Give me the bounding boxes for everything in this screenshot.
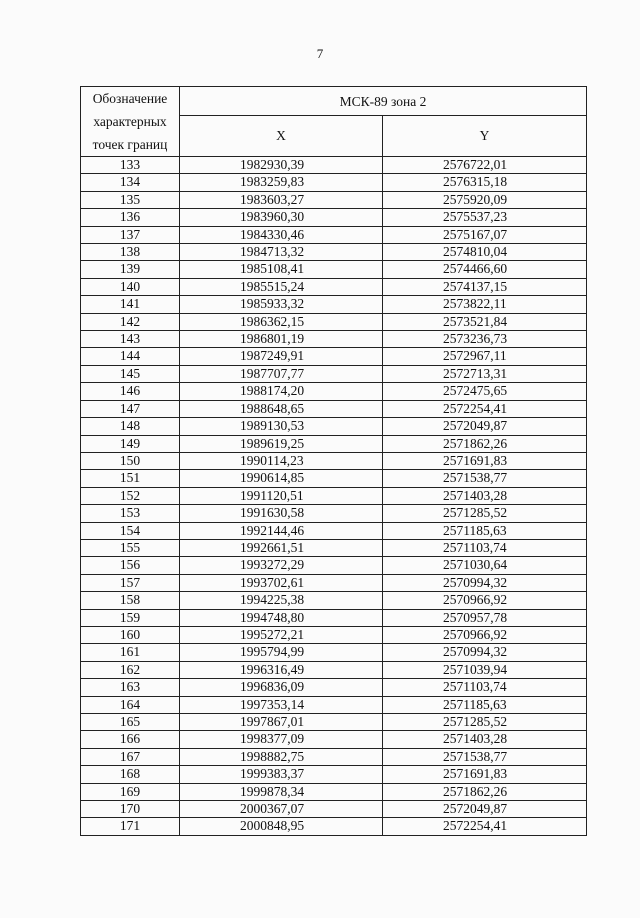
table-row [81,418,587,435]
table-row [81,365,587,382]
x-coordinate-cell: 2000848,95 [180,818,383,835]
y-coordinate-cell: 2573236,73 [383,331,587,348]
point-id-cell: 158 [81,592,180,609]
table-row [81,661,587,678]
table-row [81,313,587,330]
point-id-cell: 148 [81,418,180,435]
x-coordinate-cell: 1995272,21 [180,626,383,643]
point-id-cell: 140 [81,278,180,295]
table-row [81,226,587,243]
table-row [81,435,587,452]
point-id-cell: 146 [81,383,180,400]
table-row [81,487,587,504]
y-coordinate-cell: 2574466,60 [383,261,587,278]
x-coordinate-cell: 1985933,32 [180,296,383,313]
x-coordinate-cell: 1986801,19 [180,331,383,348]
point-id-cell: 154 [81,522,180,539]
x-coordinate-cell: 1997867,01 [180,714,383,731]
x-column-header: X [180,116,383,157]
y-coordinate-cell: 2572713,31 [383,365,587,382]
point-id-cell: 156 [81,557,180,574]
y-coordinate-cell: 2575537,23 [383,209,587,226]
table-row [81,400,587,417]
y-coordinate-cell: 2572475,65 [383,383,587,400]
x-coordinate-cell: 1987249,91 [180,348,383,365]
x-coordinate-cell: 1988174,20 [180,383,383,400]
y-coordinate-cell: 2571030,64 [383,557,587,574]
y-coordinate-cell: 2572254,41 [383,818,587,835]
x-coordinate-cell: 1991630,58 [180,505,383,522]
table-row [81,244,587,261]
table-row [81,626,587,643]
point-id-cell: 136 [81,209,180,226]
table-body [81,157,587,836]
table-row [81,470,587,487]
y-coordinate-cell: 2571691,83 [383,452,587,469]
point-id-cell: 159 [81,609,180,626]
y-coordinate-cell: 2573822,11 [383,296,587,313]
point-id-cell: 153 [81,505,180,522]
y-coordinate-cell: 2571103,74 [383,679,587,696]
table-row [81,522,587,539]
x-coordinate-cell: 1989619,25 [180,435,383,452]
x-coordinate-cell: 1996316,49 [180,661,383,678]
x-coordinate-cell: 1986362,15 [180,313,383,330]
point-id-cell: 137 [81,226,180,243]
x-coordinate-cell: 1993702,61 [180,574,383,591]
table-row [81,539,587,556]
table-row [81,348,587,365]
y-coordinate-cell: 2572967,11 [383,348,587,365]
table-row [81,331,587,348]
x-coordinate-cell: 1983259,83 [180,174,383,191]
x-coordinate-cell: 1994748,80 [180,609,383,626]
x-coordinate-cell: 1983960,30 [180,209,383,226]
point-id-cell: 163 [81,679,180,696]
x-coordinate-cell: 1984713,32 [180,244,383,261]
y-coordinate-cell: 2571039,94 [383,661,587,678]
table-row [81,714,587,731]
point-id-cell: 143 [81,331,180,348]
table-row [81,296,587,313]
y-coordinate-cell: 2574810,04 [383,244,587,261]
point-id-cell: 150 [81,452,180,469]
x-coordinate-cell: 1987707,77 [180,365,383,382]
y-coordinate-cell: 2571185,63 [383,522,587,539]
boundary-points-table [80,86,587,836]
table-row [81,261,587,278]
y-coordinate-cell: 2571285,52 [383,505,587,522]
x-coordinate-cell: 1983603,27 [180,191,383,208]
point-id-cell: 147 [81,400,180,417]
table-row [81,748,587,765]
point-id-cell: 133 [81,157,180,174]
table-row [81,505,587,522]
x-coordinate-cell: 1985108,41 [180,261,383,278]
point-id-cell: 171 [81,818,180,835]
point-id-cell: 134 [81,174,180,191]
table-row [81,766,587,783]
y-coordinate-cell: 2576722,01 [383,157,587,174]
y-coordinate-cell: 2571538,77 [383,470,587,487]
x-coordinate-cell: 1995794,99 [180,644,383,661]
page-number: 7 [316,46,324,61]
x-coordinate-cell: 1993272,29 [180,557,383,574]
table-row [81,557,587,574]
table-row [81,609,587,626]
y-coordinate-cell: 2571103,74 [383,539,587,556]
point-id-cell: 151 [81,470,180,487]
y-coordinate-cell: 2570994,32 [383,644,587,661]
y-coordinate-cell: 2575167,07 [383,226,587,243]
y-coordinate-cell: 2570994,32 [383,574,587,591]
x-coordinate-cell: 1984330,46 [180,226,383,243]
table-row [81,174,587,191]
table-row [81,383,587,400]
table-row [81,157,587,174]
x-coordinate-cell: 1998377,09 [180,731,383,748]
y-coordinate-cell: 2572254,41 [383,400,587,417]
point-id-cell: 168 [81,766,180,783]
y-coordinate-cell: 2571403,28 [383,731,587,748]
point-id-cell: 149 [81,435,180,452]
y-coordinate-cell: 2571403,28 [383,487,587,504]
coordinate-system-header: МСК-89 зона 2 [180,87,587,116]
x-coordinate-cell: 1991120,51 [180,487,383,504]
y-coordinate-cell: 2572049,87 [383,801,587,818]
point-id-cell: 165 [81,714,180,731]
point-id-cell: 170 [81,801,180,818]
table-row [81,191,587,208]
point-id-cell: 141 [81,296,180,313]
point-id-cell: 152 [81,487,180,504]
x-coordinate-cell: 1996836,09 [180,679,383,696]
point-id-cell: 138 [81,244,180,261]
y-coordinate-cell: 2570966,92 [383,592,587,609]
y-coordinate-cell: 2571185,63 [383,696,587,713]
x-coordinate-cell: 2000367,07 [180,801,383,818]
point-id-cell: 135 [81,191,180,208]
point-designation-header: Обозначение характерных точек границ [81,87,180,157]
point-id-cell: 160 [81,626,180,643]
x-coordinate-cell: 1982930,39 [180,157,383,174]
point-id-cell: 162 [81,661,180,678]
x-coordinate-cell: 1999383,37 [180,766,383,783]
point-id-cell: 155 [81,539,180,556]
point-id-cell: 167 [81,748,180,765]
point-id-cell: 145 [81,365,180,382]
y-column-header: Y [383,116,587,157]
point-id-cell: 169 [81,783,180,800]
table-row [81,731,587,748]
y-coordinate-cell: 2571691,83 [383,766,587,783]
point-id-cell: 164 [81,696,180,713]
x-coordinate-cell: 1994225,38 [180,592,383,609]
y-coordinate-cell: 2572049,87 [383,418,587,435]
y-coordinate-cell: 2570966,92 [383,626,587,643]
y-coordinate-cell: 2574137,15 [383,278,587,295]
table-row [81,679,587,696]
point-id-cell: 142 [81,313,180,330]
x-coordinate-cell: 1997353,14 [180,696,383,713]
point-id-cell: 161 [81,644,180,661]
x-coordinate-cell: 1988648,65 [180,400,383,417]
point-id-cell: 139 [81,261,180,278]
table-header-row [81,87,587,116]
table-row [81,801,587,818]
point-id-cell: 144 [81,348,180,365]
y-coordinate-cell: 2571285,52 [383,714,587,731]
table-row [81,278,587,295]
point-id-cell: 157 [81,574,180,591]
y-coordinate-cell: 2575920,09 [383,191,587,208]
x-coordinate-cell: 1992144,46 [180,522,383,539]
y-coordinate-cell: 2571862,26 [383,783,587,800]
table-row [81,452,587,469]
y-coordinate-cell: 2571862,26 [383,435,587,452]
point-id-cell: 166 [81,731,180,748]
y-coordinate-cell: 2570957,78 [383,609,587,626]
table-row [81,783,587,800]
y-coordinate-cell: 2576315,18 [383,174,587,191]
x-coordinate-cell: 1999878,34 [180,783,383,800]
table-row [81,818,587,835]
x-coordinate-cell: 1989130,53 [180,418,383,435]
table-row [81,696,587,713]
table-row [81,209,587,226]
table-row [81,592,587,609]
x-coordinate-cell: 1985515,24 [180,278,383,295]
table-row [81,644,587,661]
x-coordinate-cell: 1998882,75 [180,748,383,765]
x-coordinate-cell: 1990114,23 [180,452,383,469]
y-coordinate-cell: 2571538,77 [383,748,587,765]
y-coordinate-cell: 2573521,84 [383,313,587,330]
table-row [81,574,587,591]
x-coordinate-cell: 1990614,85 [180,470,383,487]
x-coordinate-cell: 1992661,51 [180,539,383,556]
